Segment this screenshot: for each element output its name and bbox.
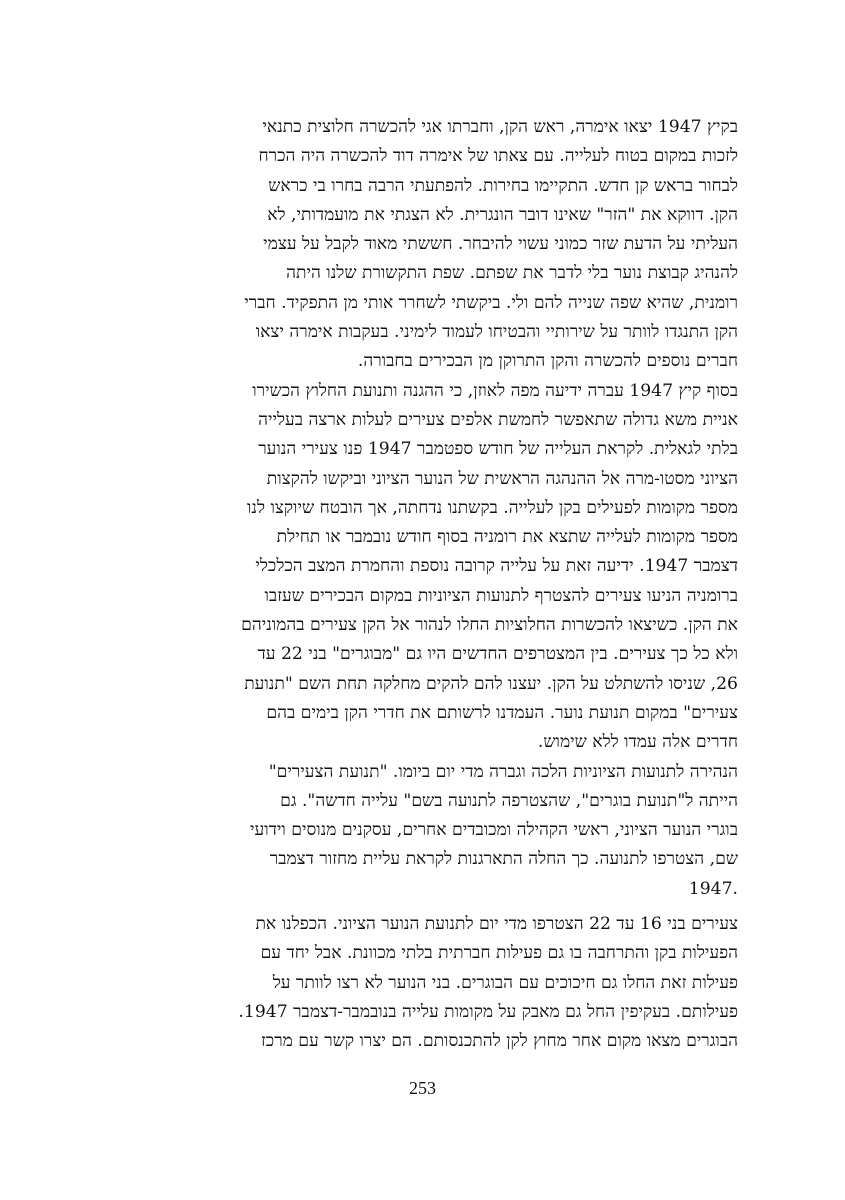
text-line: הפעילות בקן והתרחבה בו גם פעילות חברתית בלתי מכוונת. אבל יחד עם <box>260 943 738 964</box>
text-line: חברים נוספים להכשרה והקן התרוקן מן הבכירים בחבורה. <box>357 351 738 372</box>
text-line: בלתי לגאלית. לקראת העלייה של חודש ספטמבר 1947 פנו צעירי הנוער <box>258 439 738 460</box>
text-line: מספר מקומות לעלייה שתצא את רומניה בסוף חודש נובמבר או תחילת <box>276 527 738 548</box>
text-line: העליתי על הדעת שזר כמוני עשוי להיבחר. חששתי מאוד לקבל על עצמי <box>263 234 738 255</box>
text-line: בסוף קיץ 1947 עברה ידיעה מפה לאוזן, כי ההגנה ותנועת החלוץ הכשירו <box>252 380 738 401</box>
text-line: פעילותם. בעקיפין החל גם מאבק על מקומות עלייה בנובמבר-דצמבר 1947. <box>238 1001 738 1022</box>
text-line: רומנית, שהיא שפה שנייה להם ולי. ביקשתי לשחרר אותי מן התפקיד. חברי <box>244 292 738 313</box>
text-line: הייתה ל"תנועת בוגרים", שהצטרפה לתנועה בשם" עלייה חדשה". גם <box>280 790 738 811</box>
text-line: את הקן. כשיצאו להכשרות החלוציות החלו לנהור אל הקן צעירים בהמוניהם <box>241 615 738 636</box>
text-line: הקן התנגדו לוותר על שירותיי והבטיחו לעמוד לימיני. בעקבות אימרה יצאו <box>255 322 738 343</box>
text-line: הבוגרים מצאו מקום אחר מחוץ לקן להתכנסותם. הם יצרו קשר עם מרכז <box>261 1031 738 1052</box>
paragraph-4 <box>105 910 738 1056</box>
page-number: 253 <box>409 1078 436 1098</box>
text-line: צעירים בני 16 עד 22 הצטרפו מדי יום לתנועת הנוער הציוני. הכפלנו את <box>255 914 738 935</box>
text-line: לזכות במקום בטוח לעלייה. עם צאתו של אימרה דוד להכשרה היה הכרח <box>258 146 738 167</box>
text-line: מספר מקומות לפעילים בקן לעלייה. בקשתנו נדחתה, אך הובטח שיוקצו לנו <box>246 497 738 518</box>
text-line: .1947 <box>688 878 738 899</box>
text-line: הקן. דווקא את "הזר" שאינו דובר הונגרית. לא הצגתי את מועמדותי, לא <box>267 204 738 225</box>
text-line: בוגרי הנוער הציוני, ראשי הקהילה ומכובדים אחרים, עסקנים מנוסים וידועי <box>249 820 738 841</box>
paragraph-2 <box>105 377 738 758</box>
text-line: דצמבר 1947. ידיעה זאת על עלייה קרובה נוספת והחמרת המצב הכלכלי <box>255 556 738 577</box>
text-line: ברומניה הניעו צעירים להצטרף לתנועות הציוניות במקום הבכירים שעזבו <box>264 585 738 606</box>
text-line: הציוני מסטו-מרה אל ההנהגה הראשית של הנוער הציוני וביקשו להקצות <box>266 468 738 489</box>
text-line: בקיץ 1947 יצאו אימרה, ראש הקן, וחברתו אגי להכשרה חלוצית כתנאי <box>262 117 738 137</box>
paragraph-3 <box>105 758 738 904</box>
text-line: חדרים אלה עמדו ללא שימוש. <box>537 732 738 753</box>
text-line: אניית משא גדולה שתאפשר לחמשת אלפים צעירים לעלות ארצה בעלייה <box>258 409 738 430</box>
text-line: צעירים" במקום תנועת נוער. העמדנו לרשותם את חדרי הקן בימים בהם <box>266 702 738 723</box>
paragraph-1 <box>105 113 738 377</box>
text-line: פעילות זאת החלו גם חיכוכים עם הבוגרים. בני הנוער לא רצו לוותר על <box>272 972 738 993</box>
text-line: הנהירה לתנועות הציוניות הלכה וגברה מדי יום ביומו. "תנועת הצעירים" <box>268 761 738 782</box>
text-line: לבחור בראש קן חדש. התקיימו בחירות. להפתעתי הרבה בחרו בי כראש <box>268 175 738 196</box>
text-line: שם, הצטרפו לתנועה. כך החלה התארגנות לקראת עליית מחזור דצמבר <box>269 849 738 870</box>
text-line: 26, שניסו להשתלט על הקן. יעצנו להם להקים מחלקה תחת השם "תנועת <box>244 673 738 694</box>
body-text <box>105 113 738 1057</box>
text-line: להנהיג קבוצת נוער בלי לדבר את שפתם. שפת התקשורת שלנו היתה <box>286 263 738 284</box>
text-line: ולא כל כך צעירים. בין המצטרפים החדשים היו גם "מבוגרים" בני 22 עד <box>257 644 738 665</box>
